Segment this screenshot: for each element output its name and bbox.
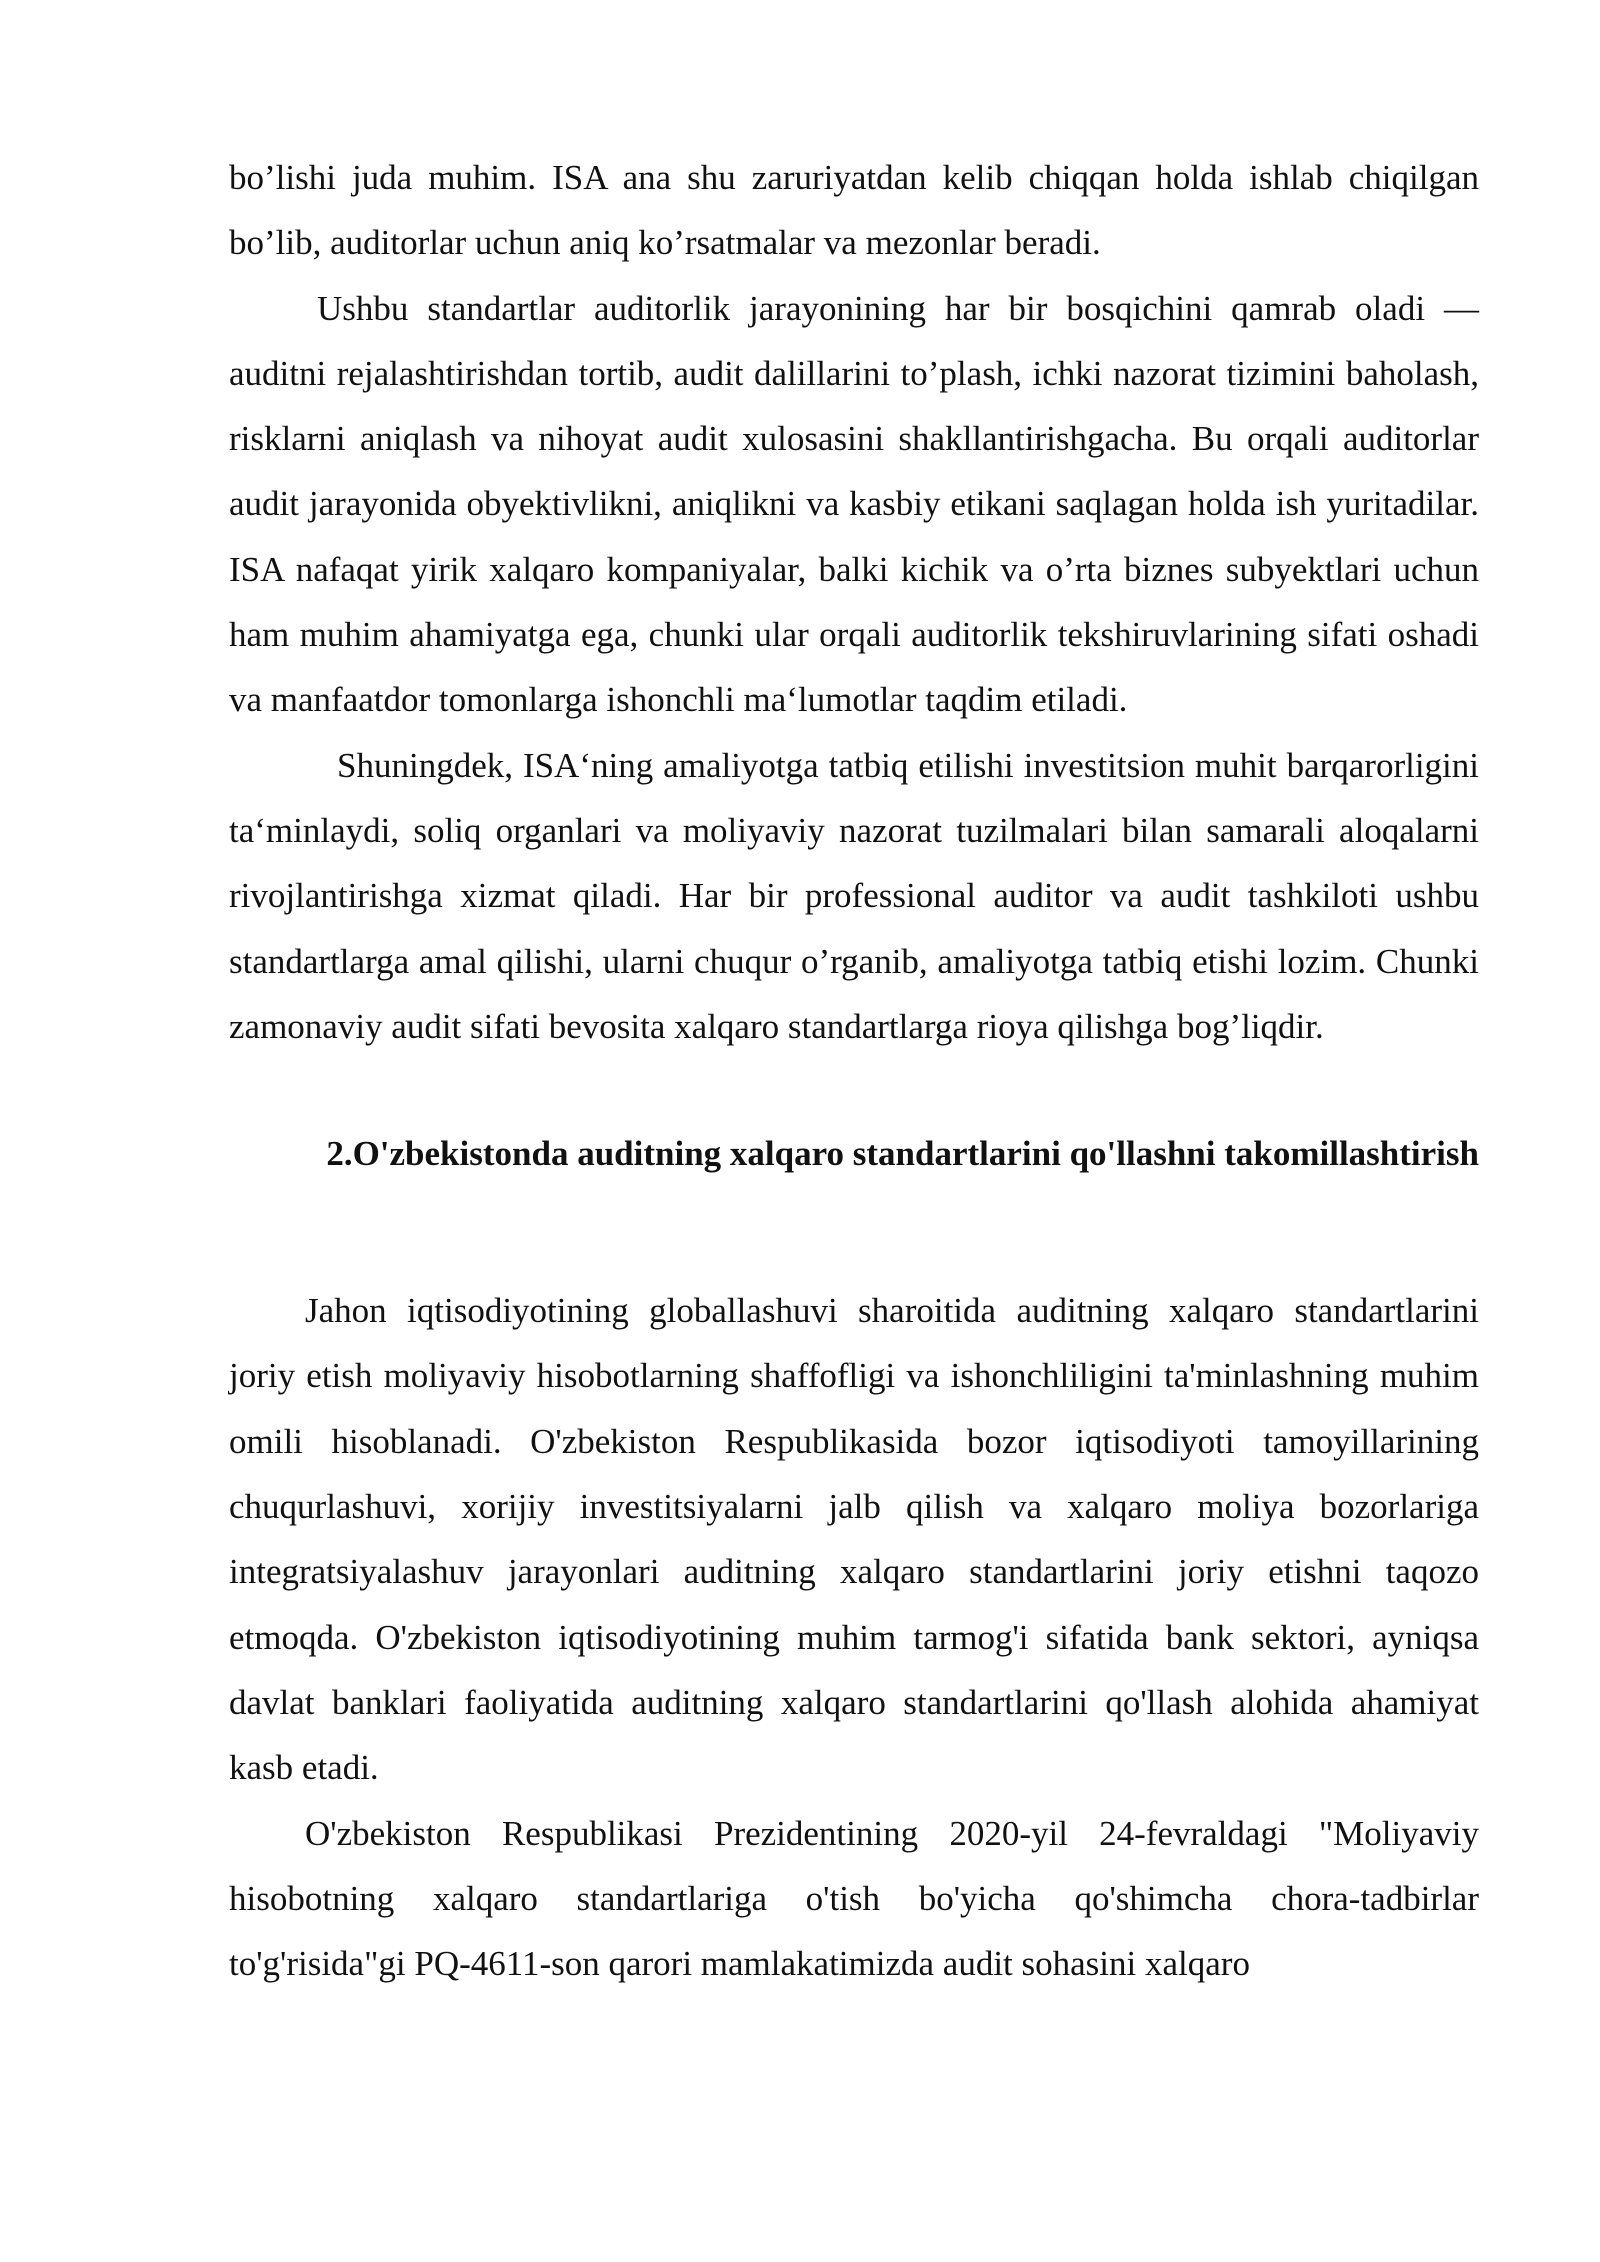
section-heading: 2.O'zbekistonda auditning xalqaro standartlarini qo'llashni takomillashtirish	[326, 1134, 1479, 1174]
paragraph-globalization: Jahon iqtisodiyotining globallashuvi sharoitida auditning xalqaro standartlarini joriy etish moliyaviy hisobotlarning shaffofligi va ishonchliligini ta'minlashning muhim omili hisoblanadi. O'zbekiston Respublikasida bozor iqtisodiyoti tamoyillarining chuqurlashuvi, xorijiy investitsiyalarni jalb qilish va xalqaro moliya bozorlariga integratsiyalashuv jarayonlari auditning xalqaro standartlarini joriy etishni taqozo etmoqda. O'zbekiston iqtisodiyotining muhim tarmog'i sifatida bank sektori, ayniqsa davlat banklari faoliyatida auditning xalqaro standartlarini qo'llash alohida ahamiyat kasb etadi.	[229, 1291, 1479, 1788]
document-body	[229, 145, 1479, 1996]
paragraph-continuation: bo’lishi juda muhim. ISA ana shu zaruriyatdan kelib chiqqan holda ishlab chiqilgan bo’lib, auditorlar uchun aniq ko’rsatmalar va mezonlar beradi.	[229, 158, 1479, 263]
paragraph-standards-scope: Ushbu standartlar auditorlik jarayonining har bir bosqichini qamrab oladi — auditni rejalashtirishdan tortib, audit dalillarini to’plash, ichki nazorat tizimini baholash, risklarni aniqlash va nihoyat audit xulosasini shakllantirishgacha. Bu orqali auditorlar audit jarayonida obyektivlikni, aniqlikni va kasbiy etikani saqlagan holda ish yuritadilar. ISA nafaqat yirik xalqaro kompaniyalar, balki kichik va o’rta biznes subyektlari uchun ham muhim ahamiyatga ega, chunki ular orqali auditorlik tekshiruvlarining sifati oshadi va manfaatdor tomonlarga ishonchli ma‘lumotlar taqdim etiladi.	[229, 288, 1479, 720]
paragraph-presidential-decree: O'zbekiston Respublikasi Prezidentining 2020-yil 24-fevraldagi "Moliyaviy hisobotning xalqaro standartlariga o'tish bo'yicha qo'shimcha chora-tadbirlar to'g'risida"gi PQ-4611-son qarori mamlakatimizda audit sohasini xalqaro	[229, 1813, 1479, 1984]
paragraph-isa-implementation: Shuningdek, ISA‘ning amaliyotga tatbiq etilishi investitsion muhit barqarorligini ta‘minlaydi, soliq organlari va moliyaviy nazorat tuzilmalari bilan samarali aloqalarni rivojlantirishga xizmat qiladi. Har bir professional auditor va audit tashkiloti ushbu standartlarga amal qilishi, ularni chuqur o’rganib, amaliyotga tatbiq etishi lozim. Chunki zamonaviy audit sifati bevosita xalqaro standartlarga rioya qilishga bog’liqdir.	[229, 745, 1479, 1046]
